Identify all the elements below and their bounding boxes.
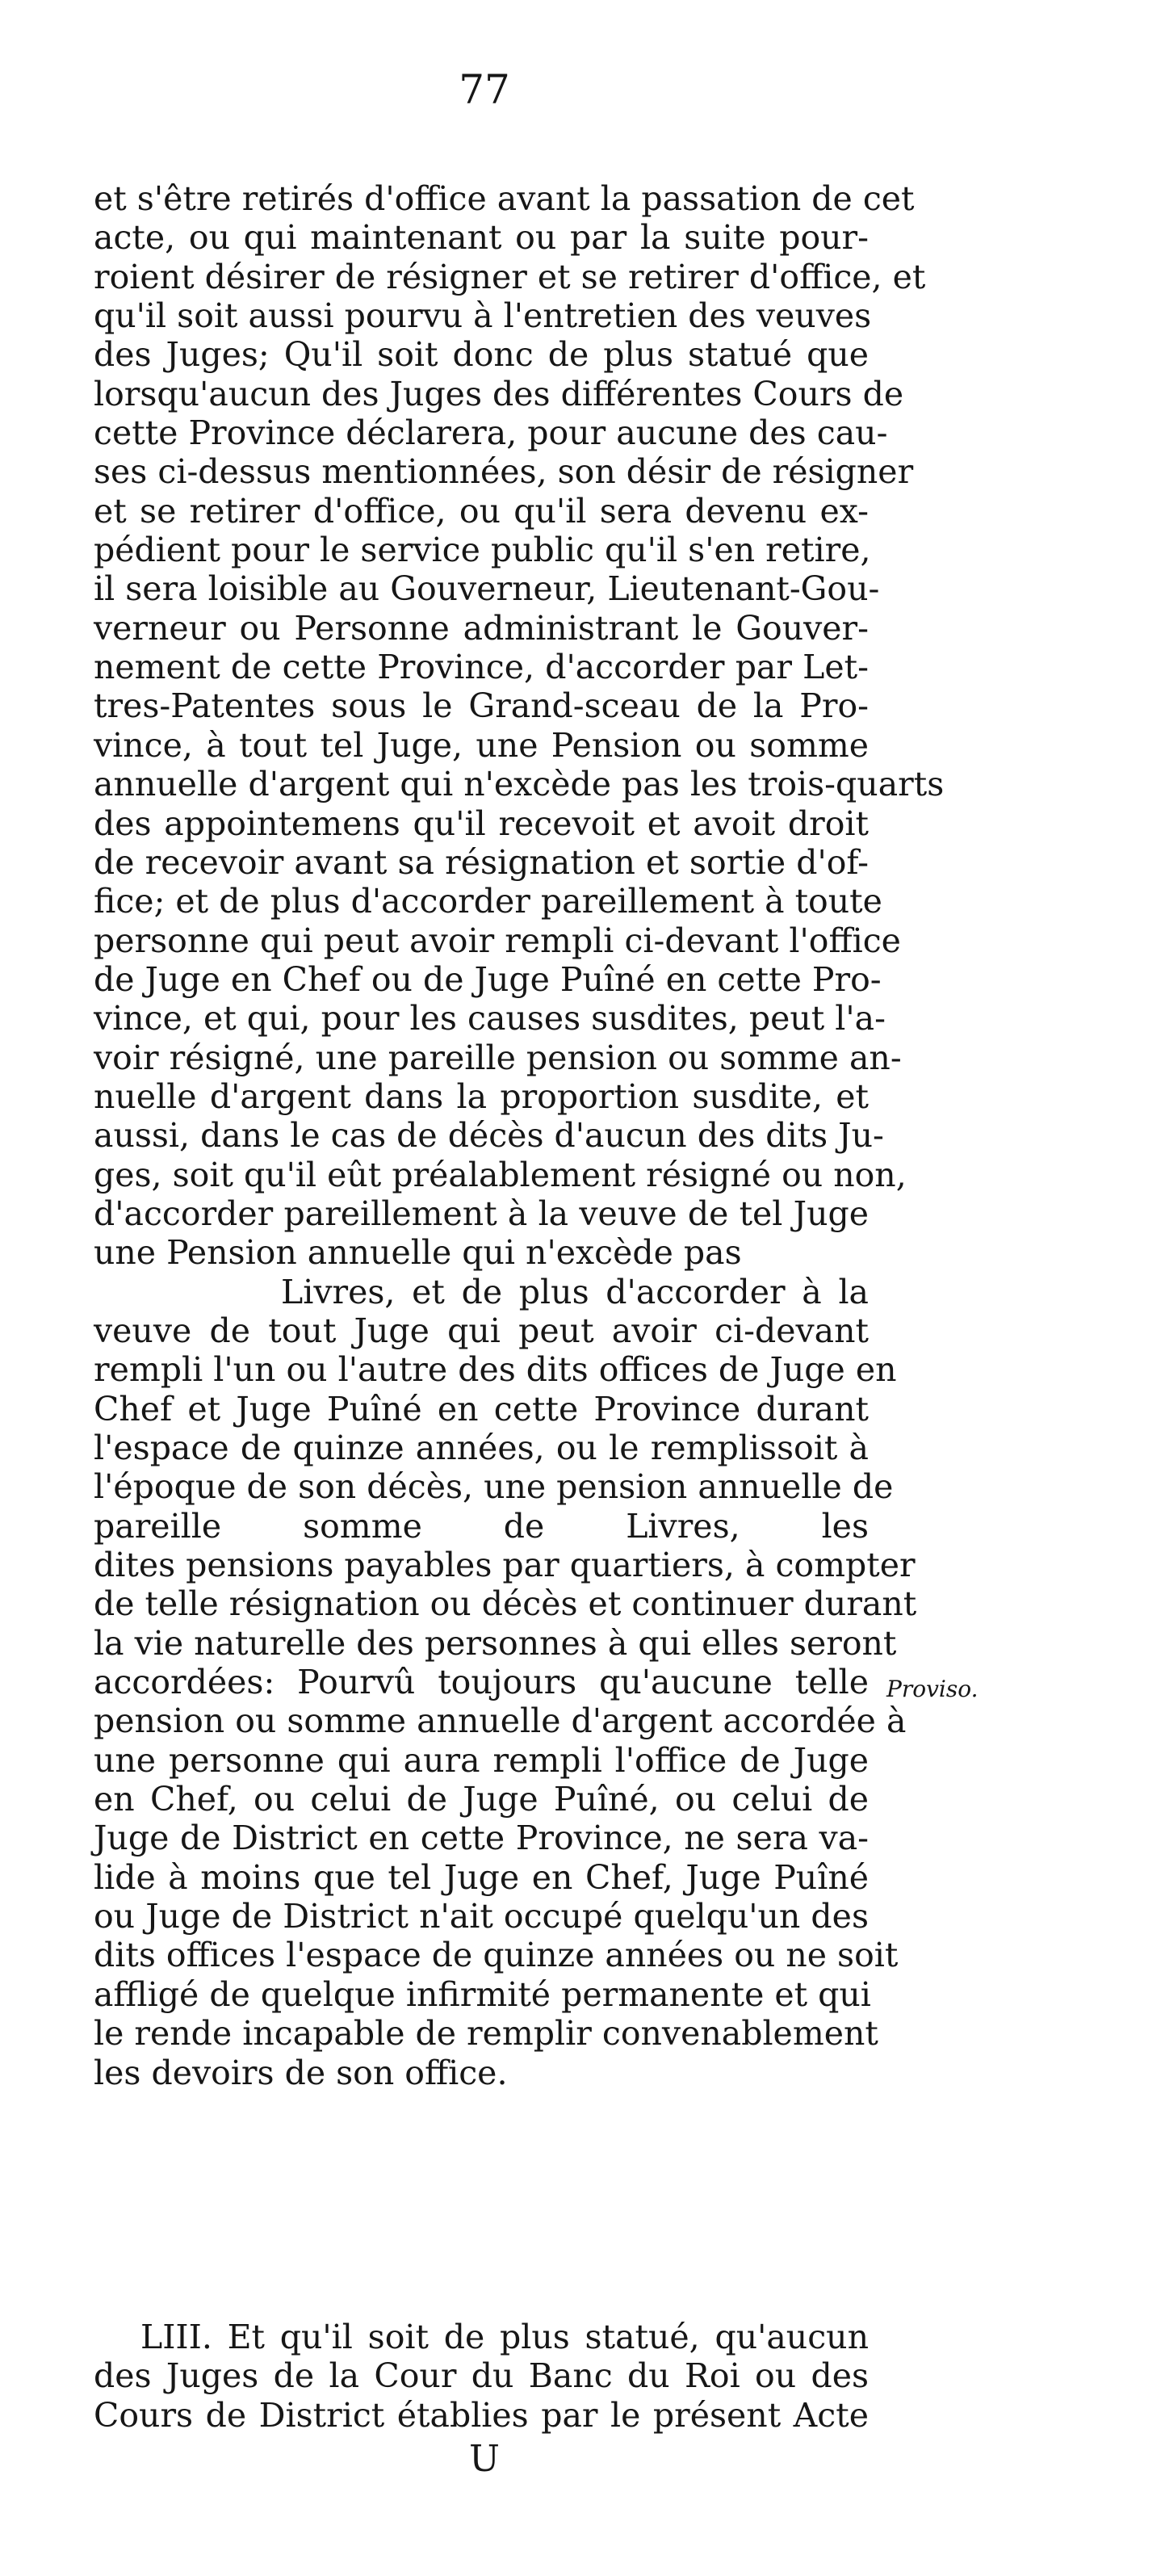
text-line: de recevoir avant sa résignation et sortie d'of- — [94, 842, 869, 882]
text-line: ses ci-dessus mentionnées, son désir de résigner — [94, 452, 914, 492]
text-line: l'espace de quinze années, ou le remplissoit à — [94, 1429, 869, 1467]
margin-note-proviso: Proviso. — [886, 1676, 979, 1702]
text-line: vince, à tout tel Juge, une Pension ou somme — [94, 725, 869, 765]
text-line: et se retirer d'office, ou qu'il sera devenu ex- — [94, 491, 869, 531]
text-line: pension ou somme annuelle d'argent accordée à — [94, 1701, 907, 1741]
text-line: lide à moins que tel Juge en Chef, Juge Puîné — [94, 1857, 869, 1897]
text-line: verneur ou Personne administrant le Gouver- — [94, 608, 869, 648]
text-line: le rende incapable de remplir convenablement — [94, 2014, 878, 2054]
text-line: lorsqu'aucun des Juges des différentes Cours de — [94, 374, 904, 413]
text-line: accordées: Pourvû toujours qu'aucune telle — [94, 1663, 869, 1702]
text-line: d'accorder pareillement à la veuve de tel Juge — [94, 1194, 869, 1233]
text-line: des appointemens qu'il recevoit et avoit droit — [94, 803, 869, 843]
page-number: 77 — [459, 66, 510, 113]
text-line: des Juges; Qu'il soit donc de plus statué que — [94, 335, 869, 375]
text-line: nement de cette Province, d'accorder par Let- — [94, 648, 869, 687]
text-line: de telle résignation ou décès et continuer durant — [94, 1584, 917, 1624]
text-line: pareille somme de Livres, les — [94, 1506, 869, 1546]
text-line: aussi, dans le cas de décès d'aucun des dits Ju- — [94, 1116, 884, 1156]
text-line: ou Juge de District n'ait occupé quelqu'un des — [94, 1897, 869, 1936]
text-line: une personne qui aura rempli l'office de Juge — [94, 1740, 869, 1780]
text-line: pédient pour le service public qu'il s'en retire, — [94, 531, 871, 570]
text-line: des Juges de la Cour du Banc du Roi ou des — [94, 2356, 869, 2396]
text-line: veuve de tout Juge qui peut avoir ci-devant — [94, 1311, 869, 1350]
text-line: personne qui peut avoir rempli ci-devant l'office — [94, 921, 901, 960]
text-line: il sera loisible au Gouverneur, Lieutenant-Gou- — [94, 569, 880, 609]
text-line: de Juge en Chef ou de Juge Puîné en cette Pro- — [94, 959, 882, 999]
text-line: Chef et Juge Puîné en cette Province durant — [94, 1389, 869, 1429]
text-line: la vie naturelle des personnes à qui elles seront — [94, 1623, 897, 1663]
text-line: en Chef, ou celui de Juge Puîné, ou celui de — [94, 1780, 869, 1819]
text-line: dits offices l'espace de quinze années ou ne soit — [94, 1936, 899, 1975]
signature-mark: U — [469, 2437, 500, 2480]
text-line: vince, et qui, pour les causes susdites, peut l'a- — [94, 999, 886, 1038]
text-line: annuelle d'argent qui n'excède pas les trois-quarts — [94, 765, 945, 804]
text-line: cette Province déclarera, pour aucune des cau- — [94, 413, 888, 453]
section-liii-block — [94, 2318, 869, 2435]
section-heading-line: LIII. Et qu'il soit de plus statué, qu'aucun — [140, 2318, 869, 2356]
text-line: nuelle d'argent dans la proportion susdite, et — [94, 1076, 869, 1116]
text-line: Juge de District en cette Province, ne sera va- — [94, 1819, 869, 1858]
text-line: et s'être retirés d'office avant la passation de cet — [94, 179, 915, 218]
text-line: qu'il soit aussi pourvu à l'entretien des veuves — [94, 296, 872, 336]
text-line: affligé de quelque infirmité permanente et qui — [94, 1974, 871, 2014]
text-line: acte, ou qui maintenant ou par la suite pour- — [94, 218, 869, 258]
text-line: fice; et de plus d'accorder pareillement à toute — [94, 882, 882, 921]
text-line: les devoirs de son office. — [94, 2053, 508, 2092]
text-line: roient désirer de résigner et se retirer d'office, et — [94, 257, 926, 296]
text-line: tres-Patentes sous le Grand-sceau de la Pro- — [94, 686, 869, 726]
text-line: ges, soit qu'il eût préalablement résigné ou non, — [94, 1155, 907, 1194]
text-line: une Pension annuelle qui n'excède pas — [94, 1233, 742, 1273]
text-line: rempli l'un ou l'autre des dits offices de Juge en — [94, 1350, 897, 1390]
text-line: Livres, et de plus d'accorder à la — [281, 1272, 869, 1311]
text-line: voir résigné, une pareille pension ou somme an- — [94, 1038, 902, 1077]
text-line: l'époque de son décès, une pension annuelle de — [94, 1467, 894, 1507]
text-line: dites pensions payables par quartiers, à compter — [94, 1546, 916, 1585]
text-line: Cours de District établies par le présent Acte — [94, 2395, 869, 2435]
